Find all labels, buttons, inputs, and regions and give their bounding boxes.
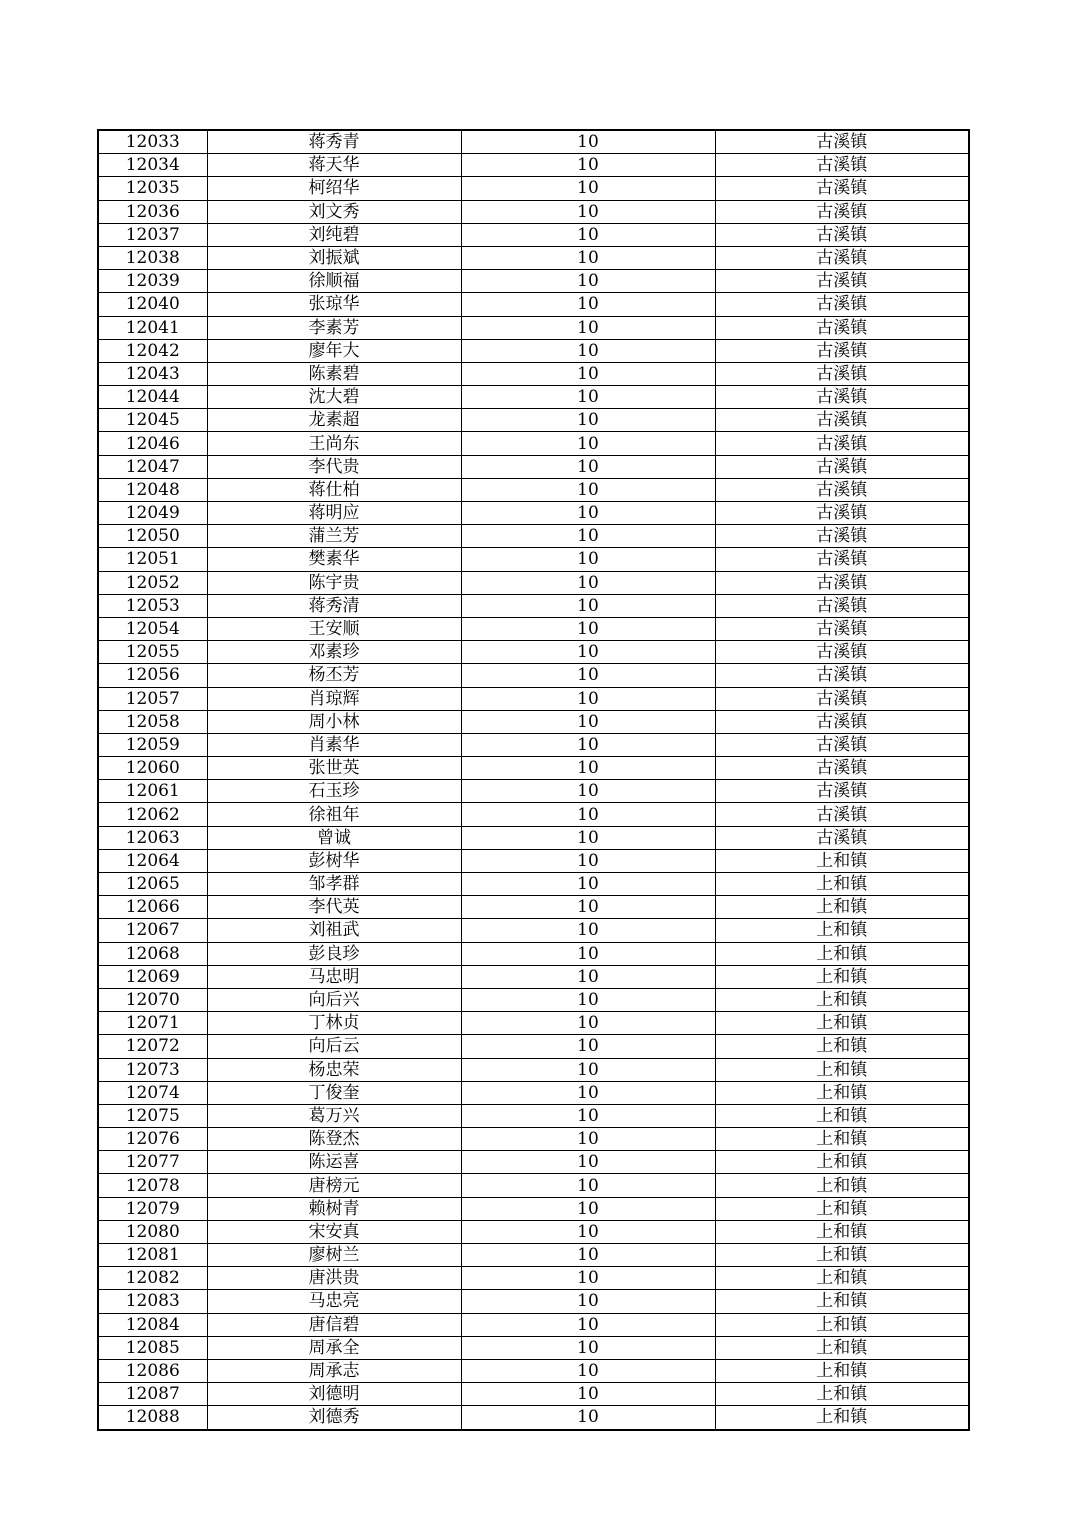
table-row	[98, 826, 969, 849]
row-name-cell: 樊素华	[207, 548, 461, 571]
table-row	[98, 432, 969, 455]
row-id-cell: 12072	[98, 1035, 207, 1058]
row-id-cell: 12040	[98, 293, 207, 316]
row-id-cell: 12073	[98, 1058, 207, 1081]
row-town-cell: 上和镇	[715, 1406, 969, 1430]
row-town-cell: 上和镇	[715, 1174, 969, 1197]
row-town-cell: 古溪镇	[715, 617, 969, 640]
row-id-cell: 12034	[98, 154, 207, 177]
table-row	[98, 733, 969, 756]
row-amount-cell: 10	[461, 1267, 715, 1290]
row-name-cell: 赖树青	[207, 1197, 461, 1220]
row-amount-cell: 10	[461, 1174, 715, 1197]
row-name-cell: 柯绍华	[207, 177, 461, 200]
row-id-cell: 12058	[98, 710, 207, 733]
table-row	[98, 571, 969, 594]
table-row	[98, 339, 969, 362]
row-amount-cell: 10	[461, 525, 715, 548]
row-id-cell: 12087	[98, 1383, 207, 1406]
row-id-cell: 12088	[98, 1406, 207, 1430]
row-name-cell: 徐祖年	[207, 803, 461, 826]
row-id-cell: 12085	[98, 1336, 207, 1359]
table-row	[98, 1244, 969, 1267]
row-town-cell: 上和镇	[715, 1035, 969, 1058]
row-id-cell: 12039	[98, 270, 207, 293]
row-town-cell: 上和镇	[715, 1267, 969, 1290]
row-amount-cell: 10	[461, 733, 715, 756]
row-name-cell: 葛万兴	[207, 1104, 461, 1127]
row-amount-cell: 10	[461, 362, 715, 385]
row-town-cell: 上和镇	[715, 896, 969, 919]
table-row	[98, 641, 969, 664]
table-row	[98, 1058, 969, 1081]
row-id-cell: 12074	[98, 1081, 207, 1104]
row-name-cell: 蒋天华	[207, 154, 461, 177]
row-town-cell: 上和镇	[715, 1220, 969, 1243]
row-town-cell: 古溪镇	[715, 362, 969, 385]
table-row	[98, 270, 969, 293]
table-row	[98, 548, 969, 571]
table-row	[98, 1336, 969, 1359]
row-name-cell: 李代英	[207, 896, 461, 919]
row-id-cell: 12071	[98, 1012, 207, 1035]
row-town-cell: 古溪镇	[715, 223, 969, 246]
row-amount-cell: 10	[461, 1290, 715, 1313]
row-id-cell: 12057	[98, 687, 207, 710]
row-town-cell: 古溪镇	[715, 803, 969, 826]
table-row	[98, 478, 969, 501]
row-id-cell: 12046	[98, 432, 207, 455]
row-town-cell: 上和镇	[715, 1012, 969, 1035]
row-name-cell: 陈登杰	[207, 1128, 461, 1151]
row-town-cell: 上和镇	[715, 1128, 969, 1151]
row-amount-cell: 10	[461, 1383, 715, 1406]
table-row	[98, 919, 969, 942]
row-name-cell: 蒲兰芳	[207, 525, 461, 548]
row-town-cell: 上和镇	[715, 1081, 969, 1104]
row-amount-cell: 10	[461, 896, 715, 919]
row-town-cell: 古溪镇	[715, 710, 969, 733]
row-name-cell: 石玉珍	[207, 780, 461, 803]
row-id-cell: 12078	[98, 1174, 207, 1197]
row-id-cell: 12080	[98, 1220, 207, 1243]
row-name-cell: 肖琼辉	[207, 687, 461, 710]
table-row	[98, 362, 969, 385]
row-town-cell: 上和镇	[715, 1244, 969, 1267]
row-id-cell: 12049	[98, 502, 207, 525]
row-amount-cell: 10	[461, 246, 715, 269]
row-town-cell: 古溪镇	[715, 525, 969, 548]
row-id-cell: 12075	[98, 1104, 207, 1127]
row-id-cell: 12082	[98, 1267, 207, 1290]
row-amount-cell: 10	[461, 942, 715, 965]
row-amount-cell: 10	[461, 617, 715, 640]
row-name-cell: 陈宇贵	[207, 571, 461, 594]
row-name-cell: 邹孝群	[207, 873, 461, 896]
row-town-cell: 上和镇	[715, 919, 969, 942]
row-id-cell: 12042	[98, 339, 207, 362]
row-id-cell: 12044	[98, 386, 207, 409]
row-name-cell: 廖树兰	[207, 1244, 461, 1267]
row-town-cell: 上和镇	[715, 849, 969, 872]
row-town-cell: 上和镇	[715, 1383, 969, 1406]
row-amount-cell: 10	[461, 1244, 715, 1267]
row-amount-cell: 10	[461, 687, 715, 710]
row-name-cell: 丁林贞	[207, 1012, 461, 1035]
row-amount-cell: 10	[461, 1128, 715, 1151]
row-amount-cell: 10	[461, 177, 715, 200]
row-town-cell: 古溪镇	[715, 594, 969, 617]
row-id-cell: 12076	[98, 1128, 207, 1151]
row-id-cell: 12048	[98, 478, 207, 501]
row-town-cell: 古溪镇	[715, 130, 969, 154]
row-name-cell: 徐顺福	[207, 270, 461, 293]
row-name-cell: 唐信碧	[207, 1313, 461, 1336]
row-amount-cell: 10	[461, 270, 715, 293]
row-town-cell: 古溪镇	[715, 780, 969, 803]
row-town-cell: 古溪镇	[715, 455, 969, 478]
row-name-cell: 陈运喜	[207, 1151, 461, 1174]
row-name-cell: 刘振斌	[207, 246, 461, 269]
row-town-cell: 上和镇	[715, 988, 969, 1011]
row-name-cell: 蒋秀青	[207, 130, 461, 154]
table-row	[98, 200, 969, 223]
row-name-cell: 曾诚	[207, 826, 461, 849]
row-town-cell: 古溪镇	[715, 478, 969, 501]
table-row	[98, 1151, 969, 1174]
row-name-cell: 刘纯碧	[207, 223, 461, 246]
row-name-cell: 周承志	[207, 1359, 461, 1382]
row-name-cell: 唐洪贵	[207, 1267, 461, 1290]
row-name-cell: 周小林	[207, 710, 461, 733]
row-town-cell: 上和镇	[715, 1197, 969, 1220]
table-row	[98, 1128, 969, 1151]
row-amount-cell: 10	[461, 873, 715, 896]
row-amount-cell: 10	[461, 293, 715, 316]
row-id-cell: 12064	[98, 849, 207, 872]
row-id-cell: 12053	[98, 594, 207, 617]
row-town-cell: 古溪镇	[715, 502, 969, 525]
table-row	[98, 1359, 969, 1382]
row-name-cell: 彭树华	[207, 849, 461, 872]
row-amount-cell: 10	[461, 664, 715, 687]
table-row	[98, 1035, 969, 1058]
row-amount-cell: 10	[461, 803, 715, 826]
row-amount-cell: 10	[461, 1197, 715, 1220]
table-row	[98, 896, 969, 919]
row-id-cell: 12045	[98, 409, 207, 432]
row-amount-cell: 10	[461, 571, 715, 594]
row-id-cell: 12084	[98, 1313, 207, 1336]
table-row	[98, 293, 969, 316]
row-id-cell: 12050	[98, 525, 207, 548]
table-row	[98, 502, 969, 525]
row-town-cell: 上和镇	[715, 965, 969, 988]
row-id-cell: 12065	[98, 873, 207, 896]
row-amount-cell: 10	[461, 548, 715, 571]
row-amount-cell: 10	[461, 919, 715, 942]
row-name-cell: 丁俊奎	[207, 1081, 461, 1104]
table-row	[98, 1290, 969, 1313]
row-name-cell: 李素芳	[207, 316, 461, 339]
row-id-cell: 12063	[98, 826, 207, 849]
row-name-cell: 刘德明	[207, 1383, 461, 1406]
table-row	[98, 130, 969, 154]
row-town-cell: 古溪镇	[715, 571, 969, 594]
row-id-cell: 12035	[98, 177, 207, 200]
row-amount-cell: 10	[461, 965, 715, 988]
row-name-cell: 蒋秀清	[207, 594, 461, 617]
table-row	[98, 409, 969, 432]
row-id-cell: 12062	[98, 803, 207, 826]
table-row	[98, 1383, 969, 1406]
table-row	[98, 455, 969, 478]
table-row	[98, 988, 969, 1011]
row-town-cell: 古溪镇	[715, 293, 969, 316]
row-name-cell: 向后云	[207, 1035, 461, 1058]
row-amount-cell: 10	[461, 780, 715, 803]
row-amount-cell: 10	[461, 849, 715, 872]
table-row	[98, 1406, 969, 1430]
row-name-cell: 邓素珍	[207, 641, 461, 664]
row-amount-cell: 10	[461, 130, 715, 154]
row-name-cell: 张世英	[207, 757, 461, 780]
table-row	[98, 803, 969, 826]
row-name-cell: 刘文秀	[207, 200, 461, 223]
roster-table-body	[98, 130, 969, 1430]
row-town-cell: 上和镇	[715, 1290, 969, 1313]
row-name-cell: 沈大碧	[207, 386, 461, 409]
row-name-cell: 肖素华	[207, 733, 461, 756]
table-row	[98, 525, 969, 548]
row-id-cell: 12038	[98, 246, 207, 269]
row-id-cell: 12047	[98, 455, 207, 478]
row-id-cell: 12069	[98, 965, 207, 988]
row-name-cell: 蒋明应	[207, 502, 461, 525]
row-town-cell: 古溪镇	[715, 733, 969, 756]
table-row	[98, 246, 969, 269]
row-id-cell: 12052	[98, 571, 207, 594]
row-id-cell: 12081	[98, 1244, 207, 1267]
row-amount-cell: 10	[461, 1012, 715, 1035]
row-amount-cell: 10	[461, 339, 715, 362]
row-id-cell: 12033	[98, 130, 207, 154]
row-name-cell: 宋安真	[207, 1220, 461, 1243]
row-town-cell: 古溪镇	[715, 826, 969, 849]
table-row	[98, 1197, 969, 1220]
row-amount-cell: 10	[461, 641, 715, 664]
row-amount-cell: 10	[461, 1104, 715, 1127]
table-row	[98, 1267, 969, 1290]
row-amount-cell: 10	[461, 1058, 715, 1081]
row-town-cell: 上和镇	[715, 1104, 969, 1127]
row-id-cell: 12083	[98, 1290, 207, 1313]
row-amount-cell: 10	[461, 1406, 715, 1430]
row-name-cell: 王安顺	[207, 617, 461, 640]
row-amount-cell: 10	[461, 1035, 715, 1058]
table-row	[98, 177, 969, 200]
row-amount-cell: 10	[461, 386, 715, 409]
table-row	[98, 873, 969, 896]
row-name-cell: 龙素超	[207, 409, 461, 432]
table-row	[98, 1012, 969, 1035]
row-name-cell: 马忠明	[207, 965, 461, 988]
row-amount-cell: 10	[461, 409, 715, 432]
row-id-cell: 12054	[98, 617, 207, 640]
table-row	[98, 780, 969, 803]
row-id-cell: 12051	[98, 548, 207, 571]
row-amount-cell: 10	[461, 1081, 715, 1104]
table-row	[98, 664, 969, 687]
row-town-cell: 上和镇	[715, 1336, 969, 1359]
row-id-cell: 12061	[98, 780, 207, 803]
row-town-cell: 古溪镇	[715, 687, 969, 710]
table-row	[98, 594, 969, 617]
row-town-cell: 古溪镇	[715, 548, 969, 571]
table-row	[98, 687, 969, 710]
table-row	[98, 1174, 969, 1197]
table-row	[98, 223, 969, 246]
row-town-cell: 古溪镇	[715, 432, 969, 455]
row-id-cell: 12056	[98, 664, 207, 687]
table-row	[98, 849, 969, 872]
row-name-cell: 李代贵	[207, 455, 461, 478]
row-town-cell: 古溪镇	[715, 200, 969, 223]
row-town-cell: 古溪镇	[715, 270, 969, 293]
row-town-cell: 古溪镇	[715, 409, 969, 432]
table-row	[98, 316, 969, 339]
row-town-cell: 古溪镇	[715, 339, 969, 362]
row-town-cell: 上和镇	[715, 1313, 969, 1336]
row-name-cell: 王尚东	[207, 432, 461, 455]
row-amount-cell: 10	[461, 316, 715, 339]
row-name-cell: 刘德秀	[207, 1406, 461, 1430]
row-id-cell: 12036	[98, 200, 207, 223]
table-row	[98, 942, 969, 965]
row-id-cell: 12079	[98, 1197, 207, 1220]
table-row	[98, 1081, 969, 1104]
row-amount-cell: 10	[461, 988, 715, 1011]
row-id-cell: 12041	[98, 316, 207, 339]
row-amount-cell: 10	[461, 1313, 715, 1336]
row-amount-cell: 10	[461, 1220, 715, 1243]
row-town-cell: 上和镇	[715, 873, 969, 896]
row-town-cell: 古溪镇	[715, 154, 969, 177]
row-id-cell: 12067	[98, 919, 207, 942]
row-town-cell: 古溪镇	[715, 664, 969, 687]
row-name-cell: 张琼华	[207, 293, 461, 316]
row-town-cell: 古溪镇	[715, 316, 969, 339]
row-amount-cell: 10	[461, 1359, 715, 1382]
row-amount-cell: 10	[461, 223, 715, 246]
row-id-cell: 12055	[98, 641, 207, 664]
roster-table	[97, 129, 970, 1431]
row-name-cell: 蒋仕柏	[207, 478, 461, 501]
table-row	[98, 386, 969, 409]
row-amount-cell: 10	[461, 710, 715, 733]
row-amount-cell: 10	[461, 594, 715, 617]
row-amount-cell: 10	[461, 455, 715, 478]
row-id-cell: 12037	[98, 223, 207, 246]
row-name-cell: 向后兴	[207, 988, 461, 1011]
row-amount-cell: 10	[461, 1151, 715, 1174]
row-id-cell: 12060	[98, 757, 207, 780]
table-row	[98, 1313, 969, 1336]
row-name-cell: 周承全	[207, 1336, 461, 1359]
row-id-cell: 12068	[98, 942, 207, 965]
row-amount-cell: 10	[461, 478, 715, 501]
row-town-cell: 古溪镇	[715, 641, 969, 664]
row-id-cell: 12043	[98, 362, 207, 385]
table-row	[98, 1104, 969, 1127]
row-name-cell: 杨丕芳	[207, 664, 461, 687]
row-town-cell: 古溪镇	[715, 757, 969, 780]
table-row	[98, 154, 969, 177]
row-town-cell: 古溪镇	[715, 246, 969, 269]
table-row	[98, 617, 969, 640]
row-id-cell: 12077	[98, 1151, 207, 1174]
table-row	[98, 757, 969, 780]
row-name-cell: 唐榜元	[207, 1174, 461, 1197]
row-amount-cell: 10	[461, 1336, 715, 1359]
row-name-cell: 陈素碧	[207, 362, 461, 385]
row-name-cell: 刘祖武	[207, 919, 461, 942]
row-town-cell: 上和镇	[715, 942, 969, 965]
row-id-cell: 12086	[98, 1359, 207, 1382]
row-amount-cell: 10	[461, 200, 715, 223]
row-name-cell: 彭良珍	[207, 942, 461, 965]
row-town-cell: 古溪镇	[715, 177, 969, 200]
row-amount-cell: 10	[461, 154, 715, 177]
row-id-cell: 12059	[98, 733, 207, 756]
row-name-cell: 廖年大	[207, 339, 461, 362]
row-amount-cell: 10	[461, 432, 715, 455]
table-row	[98, 965, 969, 988]
row-name-cell: 马忠亮	[207, 1290, 461, 1313]
row-town-cell: 上和镇	[715, 1058, 969, 1081]
table-row	[98, 710, 969, 733]
row-town-cell: 上和镇	[715, 1359, 969, 1382]
row-id-cell: 12066	[98, 896, 207, 919]
row-name-cell: 杨忠荣	[207, 1058, 461, 1081]
row-amount-cell: 10	[461, 757, 715, 780]
row-town-cell: 上和镇	[715, 1151, 969, 1174]
table-row	[98, 1220, 969, 1243]
row-id-cell: 12070	[98, 988, 207, 1011]
row-town-cell: 古溪镇	[715, 386, 969, 409]
row-amount-cell: 10	[461, 826, 715, 849]
row-amount-cell: 10	[461, 502, 715, 525]
